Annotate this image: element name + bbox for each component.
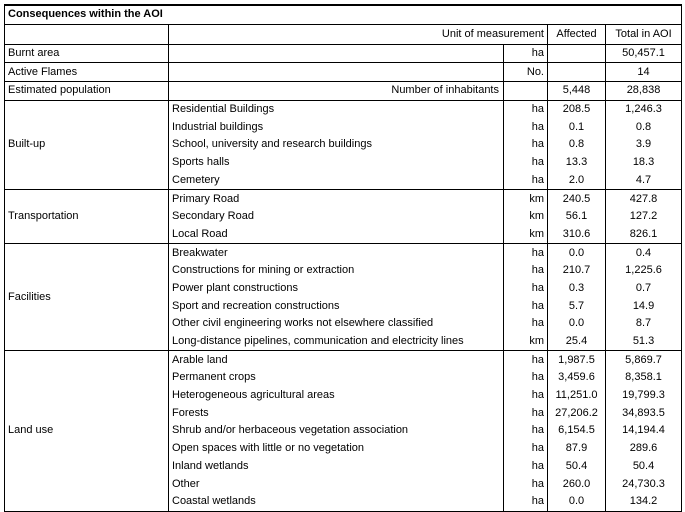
total-cell: 18.3 [606, 154, 682, 172]
affected-cell: 3,459.6 [548, 369, 606, 387]
subcategory-cell: Cemetery [169, 172, 504, 190]
subcategory-cell: Breakwater [169, 244, 504, 262]
subcategory-cell: Shrub and/or herbaceous vegetation association [169, 422, 504, 440]
affected-cell [548, 44, 606, 63]
total-cell: 34,893.5 [606, 404, 682, 422]
affected-cell: 260.0 [548, 475, 606, 493]
unit-cell: ha [504, 100, 548, 118]
subcategory-cell: Local Road [169, 226, 504, 244]
total-cell: 0.4 [606, 244, 682, 262]
affected-cell: 310.6 [548, 226, 606, 244]
affected-cell: 240.5 [548, 190, 606, 208]
total-cell: 14,194.4 [606, 422, 682, 440]
subcategory-cell: Inland wetlands [169, 458, 504, 476]
subcategory-cell: Permanent crops [169, 369, 504, 387]
total-cell: 127.2 [606, 208, 682, 226]
unit-cell: ha [504, 422, 548, 440]
total-cell: 28,838 [606, 82, 682, 101]
table-body [5, 44, 682, 511]
column-header-total-in-aoi: Total in AOI [606, 24, 682, 44]
total-cell: 0.7 [606, 280, 682, 298]
unit-cell: ha [504, 387, 548, 405]
category-cell: Built-up [5, 100, 169, 189]
subcategory-cell: Other civil engineering works not elsewhere classified [169, 315, 504, 333]
subcategory-cell: Arable land [169, 351, 504, 369]
affected-cell [548, 63, 606, 82]
affected-cell: 27,206.2 [548, 404, 606, 422]
total-cell: 19,799.3 [606, 387, 682, 405]
unit-cell: ha [504, 297, 548, 315]
subcategory-cell: Power plant constructions [169, 280, 504, 298]
category-cell: Active Flames [5, 63, 169, 82]
affected-cell: 0.8 [548, 136, 606, 154]
unit-cell [504, 82, 548, 101]
affected-cell: 0.0 [548, 493, 606, 511]
unit-cell: ha [504, 172, 548, 190]
subcategory-cell: Sport and recreation constructions [169, 297, 504, 315]
unit-cell: ha [504, 369, 548, 387]
table-row [5, 351, 682, 369]
subcategory-cell: Secondary Road [169, 208, 504, 226]
affected-cell: 6,154.5 [548, 422, 606, 440]
consequences-table [4, 4, 682, 512]
affected-cell: 0.0 [548, 315, 606, 333]
table-row [5, 244, 682, 262]
unit-cell: ha [504, 136, 548, 154]
affected-cell: 5,448 [548, 82, 606, 101]
subcategory-cell: Constructions for mining or extraction [169, 262, 504, 280]
unit-cell: ha [504, 262, 548, 280]
category-cell: Burnt area [5, 44, 169, 63]
unit-cell: ha [504, 351, 548, 369]
unit-cell: km [504, 190, 548, 208]
affected-cell: 208.5 [548, 100, 606, 118]
total-cell: 826.1 [606, 226, 682, 244]
unit-cell: ha [504, 154, 548, 172]
affected-cell: 11,251.0 [548, 387, 606, 405]
affected-cell: 0.0 [548, 244, 606, 262]
affected-cell: 50.4 [548, 458, 606, 476]
header-empty-cell [5, 24, 169, 44]
table-row [5, 63, 682, 82]
header-row [5, 24, 682, 44]
table-row [5, 190, 682, 208]
unit-cell: km [504, 333, 548, 351]
table-row [5, 44, 682, 63]
subcategory-cell: Industrial buildings [169, 118, 504, 136]
subcategory-cell: Coastal wetlands [169, 493, 504, 511]
unit-cell: ha [504, 404, 548, 422]
subcategory-cell: Forests [169, 404, 504, 422]
total-cell: 24,730.3 [606, 475, 682, 493]
subcategory-cell: School, university and research buildings [169, 136, 504, 154]
affected-cell: 56.1 [548, 208, 606, 226]
subcategory-cell [169, 63, 504, 82]
category-cell: Transportation [5, 190, 169, 244]
total-cell: 3.9 [606, 136, 682, 154]
subcategory-cell [169, 44, 504, 63]
affected-cell: 5.7 [548, 297, 606, 315]
table-title: Consequences within the AOI [5, 5, 682, 24]
unit-cell: ha [504, 315, 548, 333]
subcategory-cell: Sports halls [169, 154, 504, 172]
table-row [5, 82, 682, 101]
affected-cell: 87.9 [548, 440, 606, 458]
total-cell: 51.3 [606, 333, 682, 351]
affected-cell: 25.4 [548, 333, 606, 351]
affected-cell: 1,987.5 [548, 351, 606, 369]
column-header-unit-of-measurement: Unit of measurement [169, 24, 548, 44]
unit-cell: ha [504, 44, 548, 63]
total-cell: 14.9 [606, 297, 682, 315]
unit-cell: ha [504, 280, 548, 298]
affected-cell: 0.3 [548, 280, 606, 298]
total-cell: 4.7 [606, 172, 682, 190]
affected-cell: 2.0 [548, 172, 606, 190]
subcategory-cell: Residential Buildings [169, 100, 504, 118]
unit-cell: km [504, 208, 548, 226]
subcategory-cell: Long-distance pipelines, communication and electricity lines [169, 333, 504, 351]
total-cell: 8.7 [606, 315, 682, 333]
subcategory-cell: Primary Road [169, 190, 504, 208]
total-cell: 0.8 [606, 118, 682, 136]
total-cell: 427.8 [606, 190, 682, 208]
total-cell: 8,358.1 [606, 369, 682, 387]
unit-cell: km [504, 226, 548, 244]
column-header-affected: Affected [548, 24, 606, 44]
total-cell: 1,246.3 [606, 100, 682, 118]
total-cell: 50,457.1 [606, 44, 682, 63]
unit-cell: ha [504, 118, 548, 136]
unit-cell: ha [504, 493, 548, 511]
total-cell: 14 [606, 63, 682, 82]
category-cell: Facilities [5, 244, 169, 351]
subcategory-cell: Number of inhabitants [169, 82, 504, 101]
subcategory-cell: Open spaces with little or no vegetation [169, 440, 504, 458]
affected-cell: 13.3 [548, 154, 606, 172]
unit-cell: ha [504, 244, 548, 262]
category-cell: Land use [5, 351, 169, 511]
table-row [5, 100, 682, 118]
total-cell: 5,869.7 [606, 351, 682, 369]
unit-cell: ha [504, 458, 548, 476]
unit-cell: ha [504, 440, 548, 458]
unit-cell: ha [504, 475, 548, 493]
title-row [5, 5, 682, 24]
unit-cell: No. [504, 63, 548, 82]
total-cell: 1,225.6 [606, 262, 682, 280]
total-cell: 289.6 [606, 440, 682, 458]
category-cell: Estimated population [5, 82, 169, 101]
total-cell: 134.2 [606, 493, 682, 511]
subcategory-cell: Heterogeneous agricultural areas [169, 387, 504, 405]
affected-cell: 210.7 [548, 262, 606, 280]
affected-cell: 0.1 [548, 118, 606, 136]
total-cell: 50.4 [606, 458, 682, 476]
subcategory-cell: Other [169, 475, 504, 493]
